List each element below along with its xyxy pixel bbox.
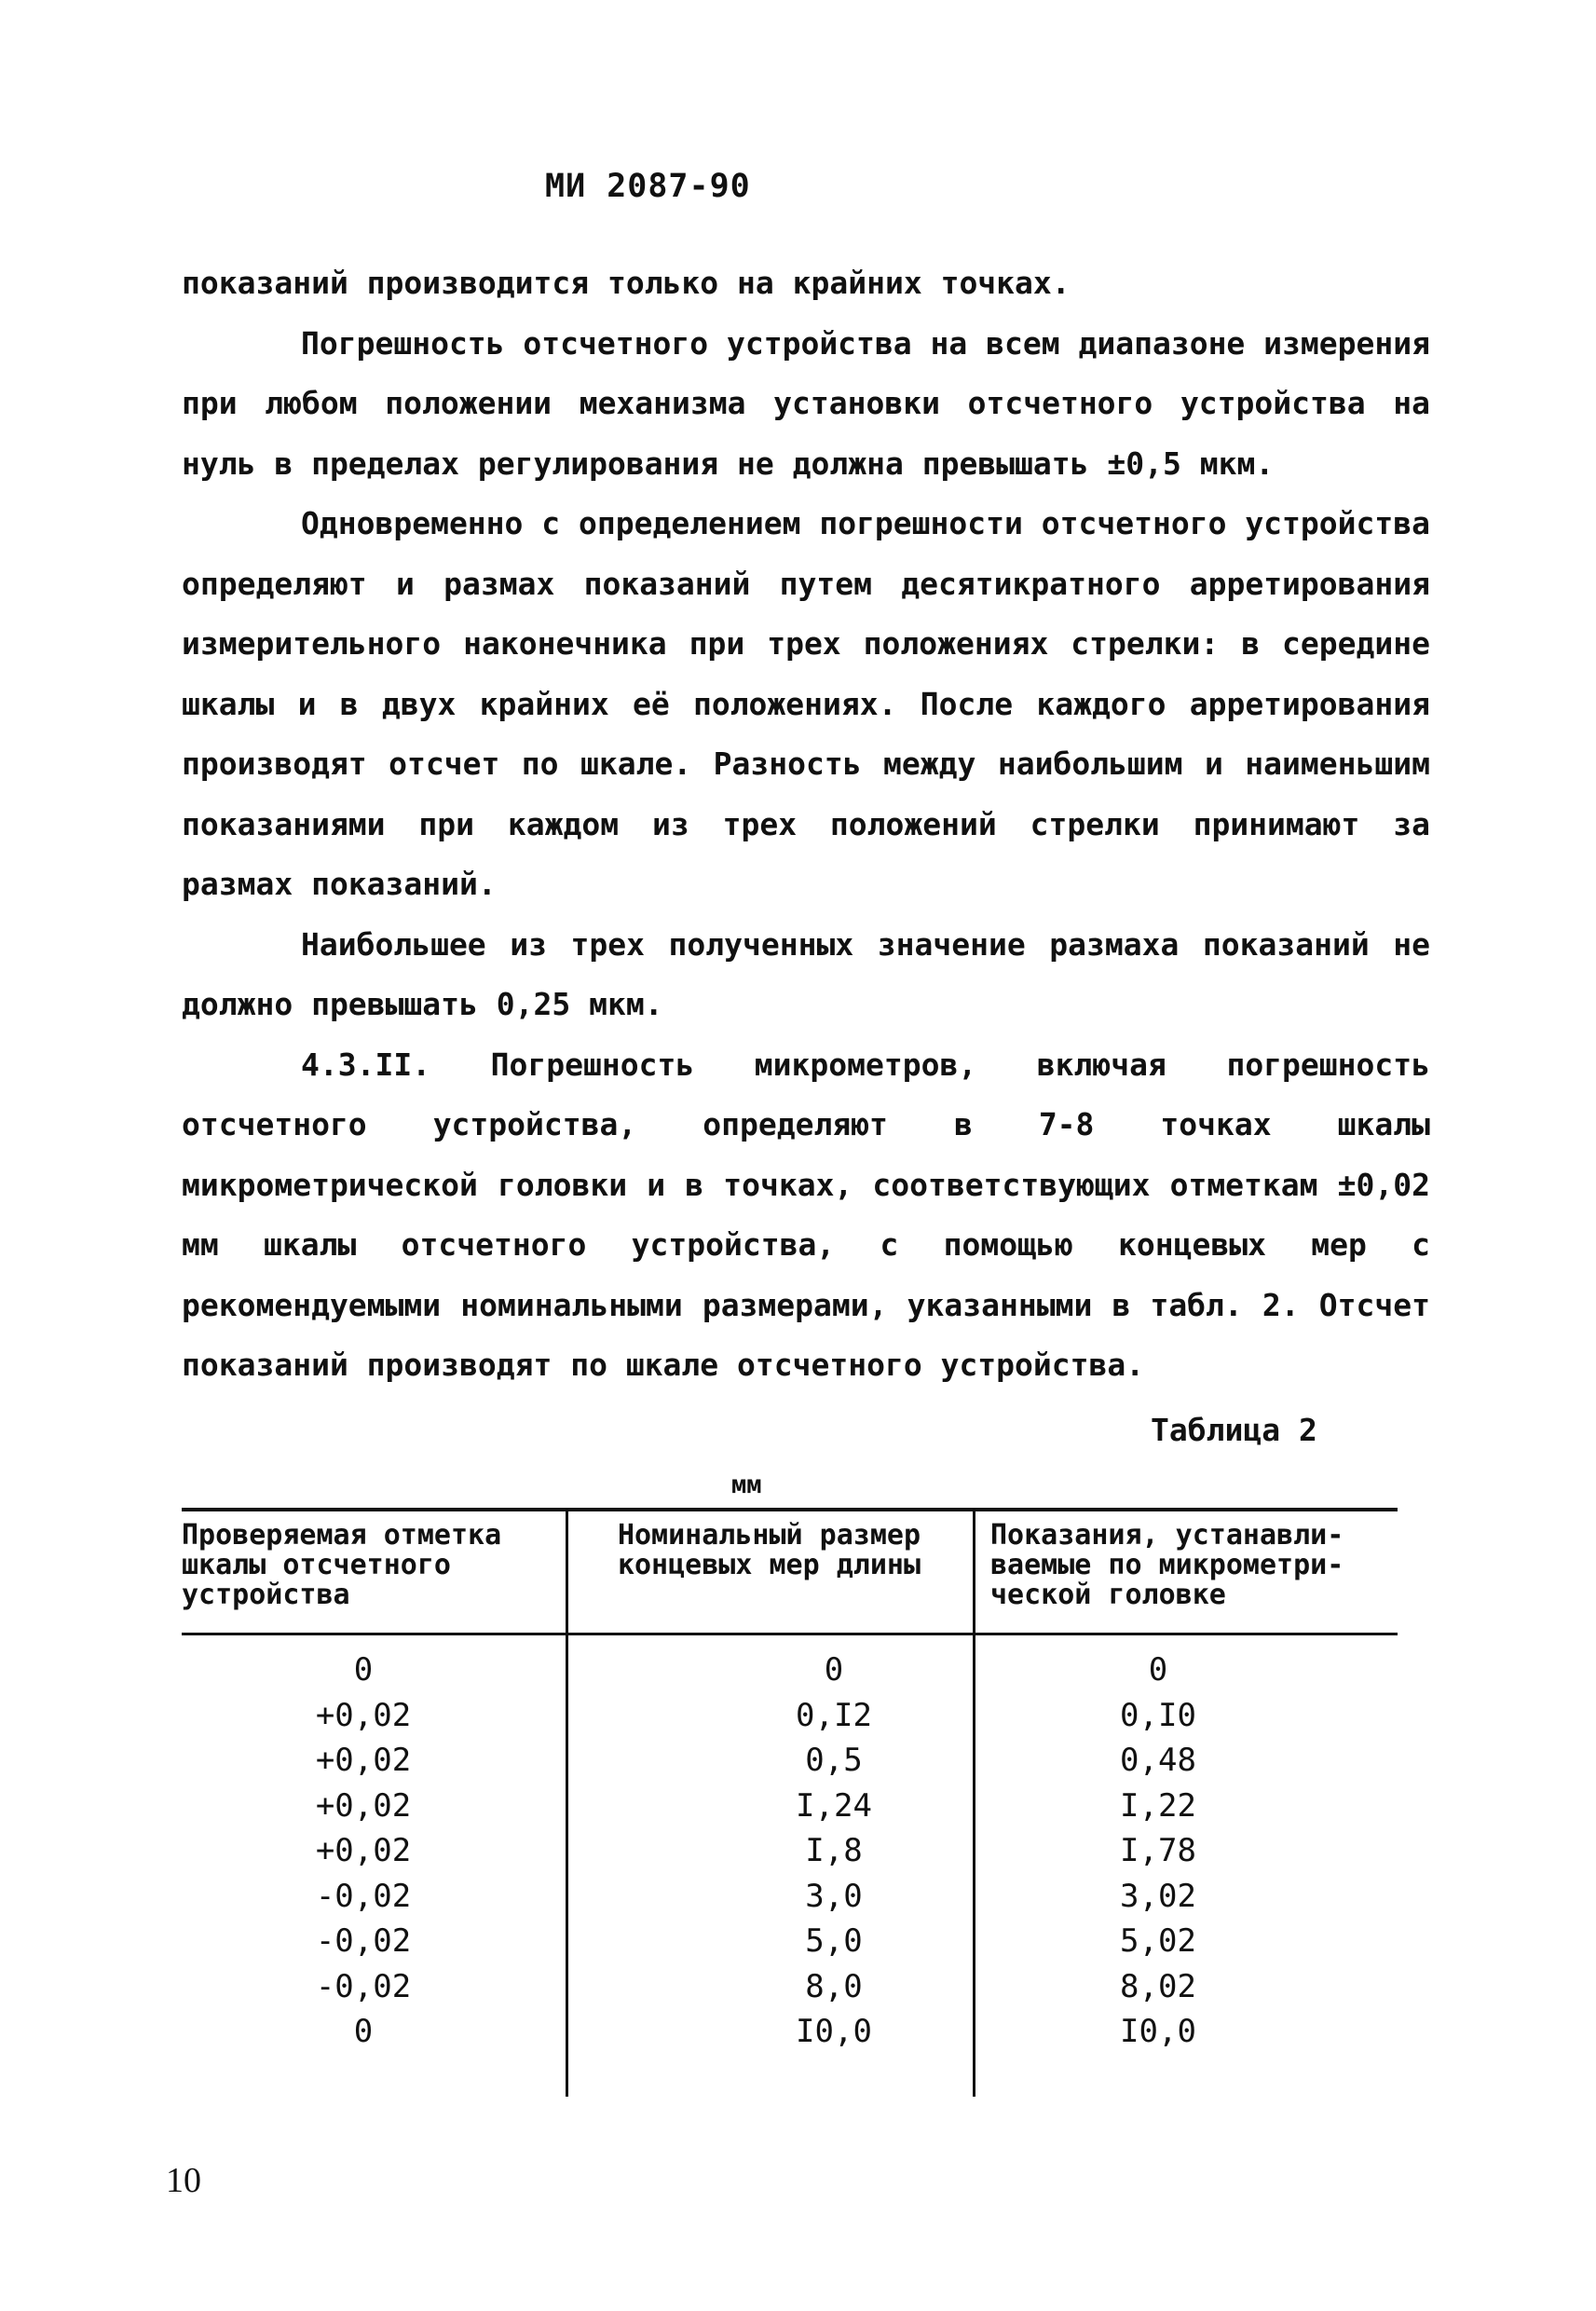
- table-header-rule: [182, 1633, 1398, 1635]
- column-header-readings: Показания, устанавли- ваемые по микрометри- ческой головке: [990, 1519, 1344, 1611]
- table-cell: 0: [353, 1651, 374, 1689]
- table-cell: +0,02: [315, 1832, 412, 1869]
- table-cell: -0,02: [315, 1967, 412, 2005]
- body-text: [182, 253, 1430, 1396]
- cell-value: 0,48: [1120, 1742, 1196, 1779]
- cell-value: I,78: [1120, 1832, 1196, 1869]
- cell-value: 0,5: [805, 1742, 863, 1779]
- document-code: МИ 2087-90: [545, 168, 751, 205]
- table-cell: 0: [353, 2013, 374, 2050]
- cell-value: 5,02: [1120, 1922, 1196, 1960]
- table-units: мм: [731, 1470, 762, 1499]
- cell-value: 5,0: [805, 1922, 863, 1960]
- cell-value: 8,02: [1120, 1967, 1196, 2005]
- cell-value: 3,0: [805, 1877, 863, 1915]
- cell-value: 8,0: [805, 1967, 863, 2005]
- table-row: [182, 1738, 1398, 1784]
- column-header-nominal-size: Номинальный размер концевых мер длины: [617, 1519, 921, 1581]
- table-row: [182, 1693, 1398, 1739]
- table-cell: -0,02: [315, 1877, 412, 1915]
- table-row: [182, 1784, 1398, 1829]
- cell-value: I0,0: [1120, 2013, 1196, 2050]
- table-body: [182, 1648, 1398, 2055]
- paragraph: Одновременно с определением погрешности отсчетного устройства определяют и размах показаний путем десятикратного арретирования измерительного наконечника при трех положениях стрелки: в середине шкалы и в двух крайних её положениях. После каждого арретирования производят отсчет по шкале. Разность между наибольшим и наименьшим показаниями при каждом из трех положений стрелки принимают за размах показаний.: [182, 505, 1430, 902]
- cell-value: 3,02: [1120, 1877, 1196, 1915]
- table-row: [182, 1828, 1398, 1874]
- table-cell: +0,02: [315, 1696, 412, 1734]
- table-top-rule: [182, 1508, 1398, 1511]
- cell-value: 0,I2: [796, 1696, 872, 1734]
- table-cell: +0,02: [315, 1786, 412, 1825]
- cell-value: I,8: [805, 1832, 863, 1869]
- paragraph: Погрешность отсчетного устройства на всем диапазоне измерения при любом положении механизма установки отсчетного устройства на нуль в пределах регулирования не должна превышать ±0,5 мкм.: [182, 324, 1430, 482]
- cell-value: 0,I0: [1120, 1696, 1196, 1734]
- page-number: 10: [166, 2161, 201, 2200]
- cell-value: 0: [1148, 1651, 1168, 1689]
- table-row: [182, 1648, 1398, 1693]
- table-title: Таблица 2: [1151, 1412, 1317, 1448]
- table-cell: -0,02: [315, 1922, 412, 1960]
- table-row: [182, 1874, 1398, 1920]
- paragraph: Наибольшее из трех полученных значение размаха показаний не должно превышать 0,25 мкм.: [182, 925, 1430, 1022]
- paragraph: 4.3.II. Погрешность микрометров, включая погрешность отсчетного устройства, определяют в 7-8 точках шкалы микрометрической головки и в точках, соответствующих отметкам ±0,02 мм шкалы отсчетного устройства, с помощью концевых мер с рекомендуемыми номинальными размерами, указанными в табл. 2. Отсчет показаний производят по шкале отсчетного устройства.: [182, 1046, 1430, 1383]
- table-row: [182, 1919, 1398, 1964]
- table-row: [182, 2009, 1398, 2055]
- cell-value: I0,0: [796, 2013, 872, 2050]
- cell-value: I,24: [796, 1786, 872, 1825]
- column-header-checked-mark: Проверяемая отметка шкалы отсчетного устройства: [182, 1519, 502, 1611]
- paragraph: показаний производится только на крайних точках.: [182, 265, 1071, 301]
- cell-value: I,22: [1120, 1786, 1196, 1825]
- table-row: [182, 1964, 1398, 2010]
- cell-value: 0: [824, 1651, 844, 1689]
- table-cell: +0,02: [315, 1742, 412, 1779]
